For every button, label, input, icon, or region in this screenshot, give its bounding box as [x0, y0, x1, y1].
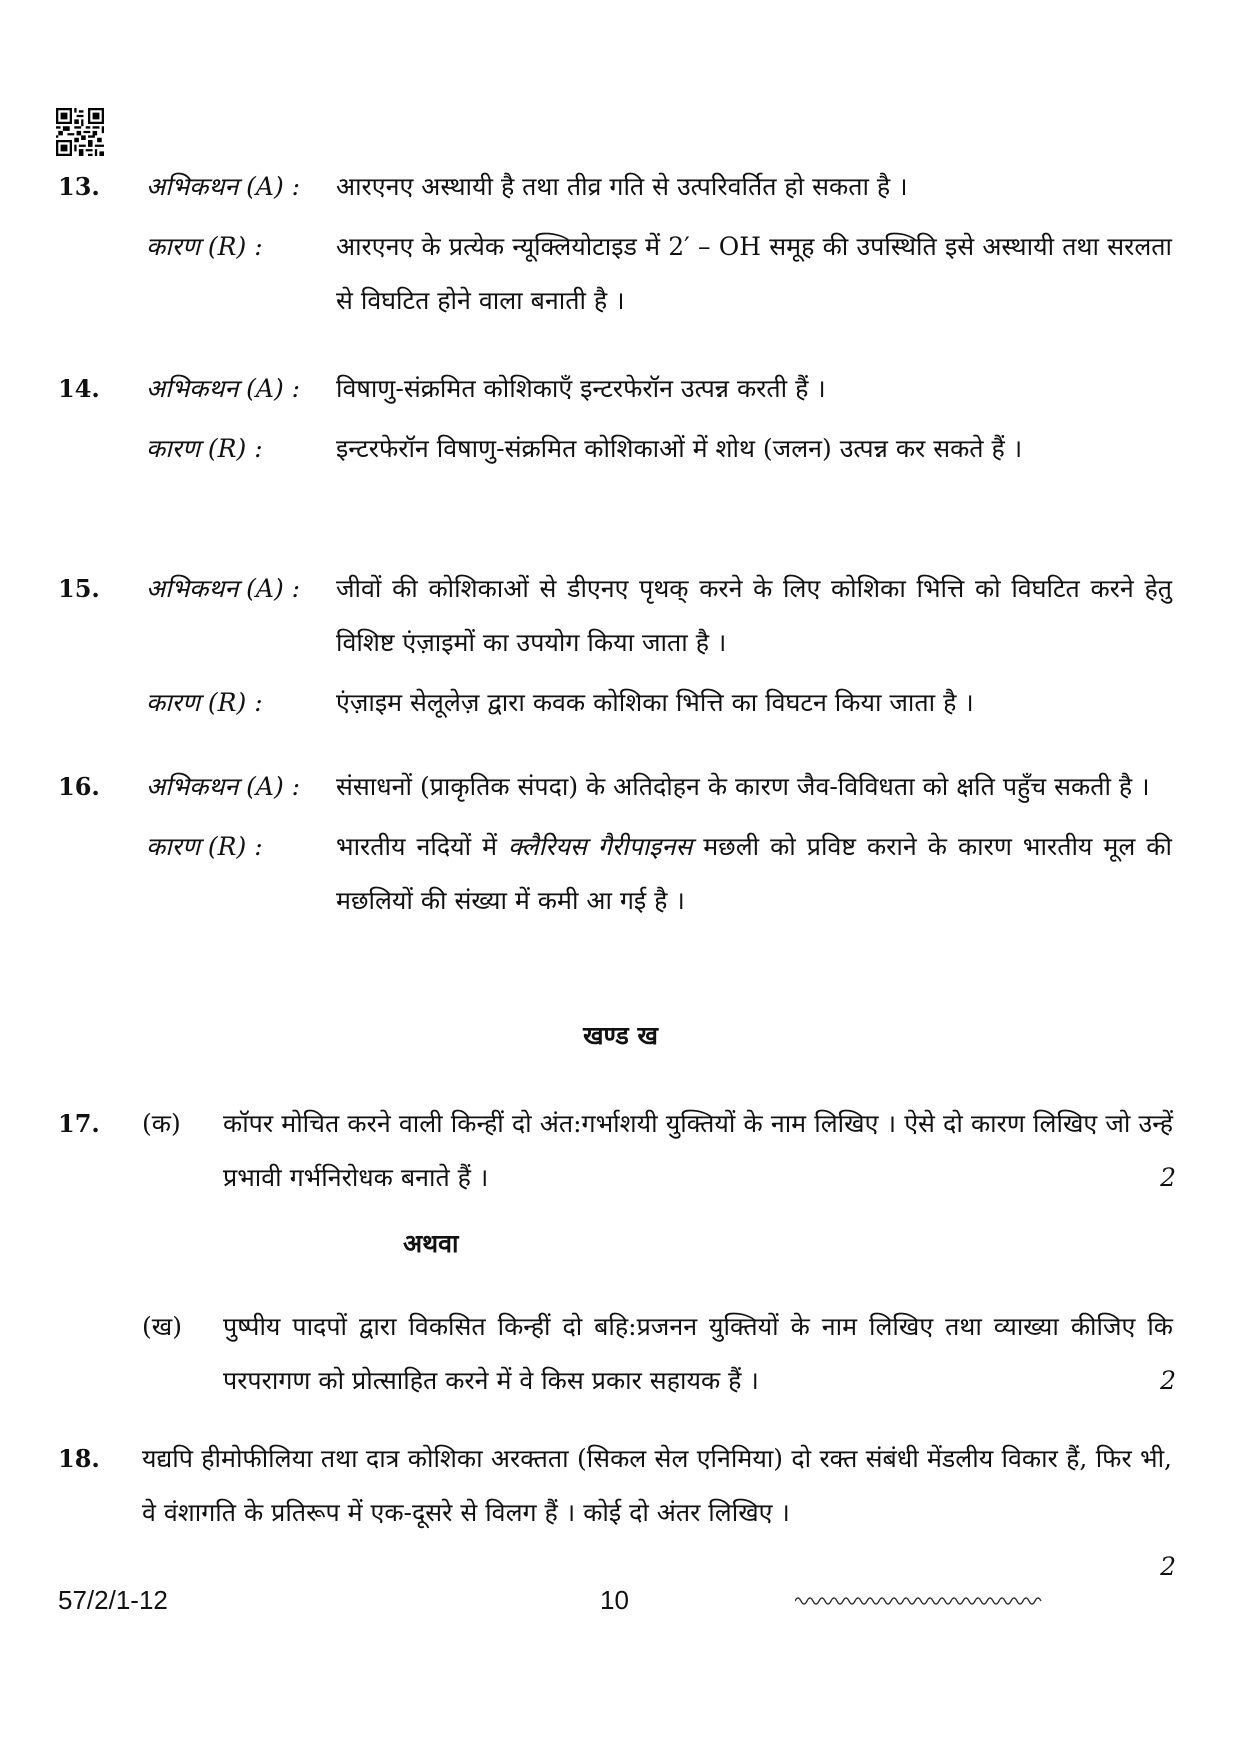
option-text-a: कॉपर मोचित करने वाली किन्हीं दो अंत:गर्भाशयी युक्तियों के नाम लिखिए । ऐसे दो कारण लिखिए जो उन्हें प्रभावी गर्भनिरोधक बनाते हैं । [223, 1109, 1173, 1192]
question-number: 16. [58, 772, 100, 801]
reason-text: इन्टरफेरॉन विषाणु-संक्रमित कोशिकाओं में शोथ (जलन) उत्पन्न कर सकते हैं । [336, 434, 1023, 463]
qr-code-icon [56, 108, 104, 156]
question-number: 14. [58, 374, 100, 403]
marks: 2 [1160, 1552, 1176, 1581]
assertion-text: संसाधनों (प्राकृतिक संपदा) के अतिदोहन के कारण जैव-विविधता को क्षति पहुँच सकती है । [336, 772, 1150, 801]
reason-label: कारण (R) : [146, 832, 263, 861]
question-17-alternative [58, 1300, 1188, 1408]
question-number: 17. [58, 1109, 100, 1138]
or-separator: अथवा [403, 1229, 459, 1258]
option-text-b: पुष्पीय पादपों द्वारा विकसित किन्हीं दो बहि:प्रजनन युक्तियों के नाम लिखिए तथा व्याख्या कीजिए कि परपरागण को प्रोत्साहित करने में वे किस प्रकार सहायक हैं । [223, 1312, 1173, 1395]
reason-text [336, 820, 1172, 928]
reason-label: कारण (R) : [146, 434, 263, 463]
assertion-label: अभिकथन (A) : [146, 772, 301, 801]
question-text: यद्यपि हीमोफीलिया तथा दात्र कोशिका अरक्तता (सिकल सेल एनिमिया) दो रक्त संबंधी मेंडलीय विकार हैं, फिर भी, वे वंशागति के प्रतिरूप में एक-दूसरे से विलग हैं । कोई दो अंतर लिखिए । [142, 1444, 1172, 1527]
question-15 [58, 562, 1188, 730]
option-label-b: (ख) [142, 1312, 182, 1341]
question-17 [58, 1097, 1188, 1205]
wave-line-icon [795, 1592, 1045, 1610]
assertion-text: जीवों की कोशिकाओं से डीएनए पृथक् करने के लिए कोशिका भित्ति को विघटित करने हेतु विशिष्ट एंज़ाइमों का उपयोग किया जाता है । [336, 574, 1172, 657]
assertion-label: अभिकथन (A) : [146, 374, 301, 403]
question-number: 15. [58, 574, 100, 603]
marks: 2 [1160, 1366, 1176, 1395]
question-number: 13. [58, 172, 100, 201]
section-title: खण्ड ख [583, 1021, 658, 1050]
reason-text: आरएनए के प्रत्येक न्यूक्लियोटाइड में 2′ – OH समूह की उपस्थिति इसे अस्थायी तथा सरलता से विघटित होने वाला बनाती है । [336, 232, 1172, 315]
assertion-text: विषाणु-संक्रमित कोशिकाएँ इन्टरफेरॉन उत्पन्न करती हैं । [336, 374, 826, 403]
question-number: 18. [58, 1444, 100, 1473]
question-14 [58, 362, 1188, 476]
question-16 [58, 760, 1188, 928]
reason-text-part-2: मछली को प्रविष्ट कराने के कारण भारतीय मूल की मछलियों की संख्या में कमी आ गई है । [336, 832, 1172, 915]
question-13 [58, 160, 1188, 328]
page-number: 10 [600, 1585, 629, 1615]
marks: 2 [1160, 1163, 1176, 1192]
reason-text: एंज़ाइम सेलूलेज़ द्वारा कवक कोशिका भित्ति का विघटन किया जाता है । [336, 688, 974, 717]
assertion-label: अभिकथन (A) : [146, 574, 301, 603]
assertion-label: अभिकथन (A) : [146, 172, 301, 201]
assertion-text: आरएनए अस्थायी है तथा तीव्र गति से उत्परिवर्तित हो सकता है । [336, 172, 908, 201]
option-label-a: (क) [142, 1109, 181, 1138]
species-name: क्लैरियस गैरीपाइनस [508, 832, 693, 861]
reason-text-part-1: भारतीय नदियों में [336, 832, 509, 861]
reason-label: कारण (R) : [146, 688, 263, 717]
reason-label: कारण (R) : [146, 232, 263, 261]
question-18 [58, 1432, 1188, 1581]
paper-code: 57/2/1-12 [58, 1585, 168, 1615]
